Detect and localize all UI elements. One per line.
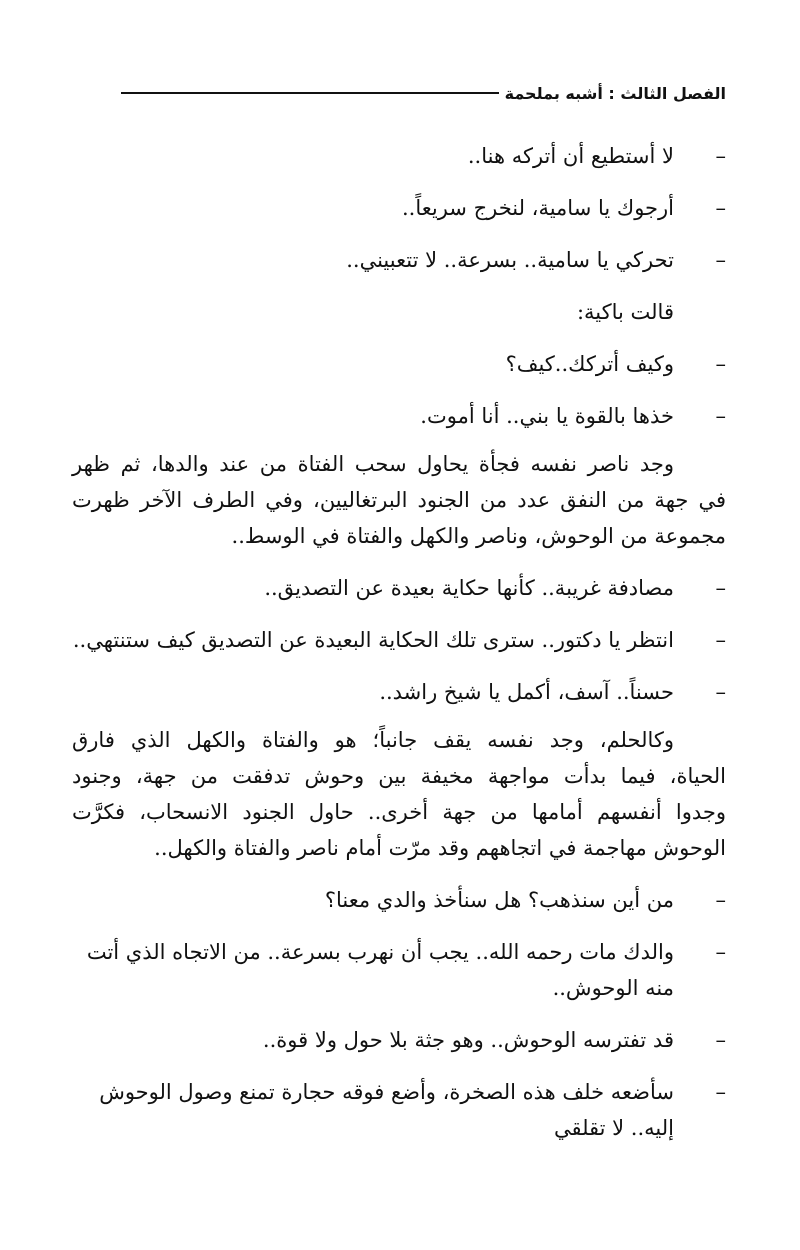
dialogue-text: إليه.. لا تقلقي [553, 1116, 674, 1140]
dialogue-dash: – [715, 404, 726, 428]
dialogue-dash: – [715, 196, 726, 220]
dialogue-line [72, 130, 726, 182]
chapter-title: الفصل الثالث : أشبه بملحمة [504, 83, 726, 103]
paragraph-line: الحياة، فيما بدأت مواجهة مخيفة بين وحوش تدفقت من جهة، وجنود [72, 764, 726, 788]
dialogue-text: من أين سنذهب؟ هل سنأخذ والدي معنا؟ [324, 888, 674, 912]
dialogue-line [72, 1014, 726, 1066]
dialogue-line [72, 934, 726, 970]
dialogue-text: حسناً.. آسف، أكمل يا شيخ راشد.. [379, 680, 674, 704]
dialogue-dash: – [715, 680, 726, 704]
dialogue-line [72, 666, 726, 718]
dialogue-line [72, 614, 726, 666]
dialogue-line [72, 338, 726, 390]
dialogue-line [72, 182, 726, 234]
dialogue-dash: – [715, 352, 726, 376]
dialogue-text: والدك مات رحمه الله.. يجب أن نهرب بسرعة.. من الاتجاه الذي أتت [86, 940, 674, 964]
paragraph-line: في جهة من النفق عدد من الجنود البرتغاليين، وفي الطرف الآخر ظهرت [72, 488, 726, 512]
dialogue-line [72, 234, 726, 286]
dialogue-dash: – [715, 940, 726, 964]
dialogue-text: منه الوحوش.. [552, 976, 674, 1000]
dialogue-text: مصادفة غريبة.. كأنها حكاية بعيدة عن التصديق.. [264, 576, 674, 600]
dialogue-text: تحركي يا سامية.. بسرعة.. لا تتعبيني.. [346, 248, 674, 272]
dialogue-text: انتظر يا دكتور.. سترى تلك الحكاية البعيدة عن التصديق كيف ستنتهي.. [72, 628, 674, 652]
dialogue-line [72, 874, 726, 926]
narration-line [72, 286, 726, 338]
narration-text: قالت باكية: [576, 300, 674, 324]
dialogue-dash: – [715, 628, 726, 652]
dialogue-line [72, 562, 726, 614]
dialogue-continuation [72, 1110, 726, 1146]
dialogue-text: وكيف أتركك..كيف؟ [505, 352, 674, 376]
paragraph-line: الوحوش مهاجمة في اتجاههم وقد مرّت أمام ناصر والفتاة والكهل.. [154, 836, 726, 860]
dialogue-text: خذها بالقوة يا بني.. أنا أموت. [420, 404, 674, 428]
dialogue-text: سأضعه خلف هذه الصخرة، وأضع فوقه حجارة تمنع وصول الوحوش [99, 1080, 674, 1104]
dialogue-line [72, 390, 726, 442]
dialogue-text: أرجوك يا سامية، لنخرج سريعاً.. [401, 196, 674, 220]
dialogue-dash: – [715, 576, 726, 600]
dialogue-continuation [72, 970, 726, 1006]
paragraph [72, 446, 726, 554]
dialogue-text: لا أستطيع أن أتركه هنا.. [467, 144, 674, 168]
paragraph-line: وجدوا أنفسهم أمامها من جهة أخرى.. حاول الجنود الانسحاب، فكرَّت [72, 800, 726, 824]
dialogue-line [72, 1074, 726, 1110]
running-header [121, 78, 726, 108]
dialogue-text: قد تفترسه الوحوش.. وهو جثة بلا حول ولا قوة.. [262, 1028, 674, 1052]
header-rule [121, 92, 499, 94]
paragraph-line: مجموعة من الوحوش، وناصر والكهل والفتاة في الوسط.. [231, 524, 726, 548]
dialogue-dash: – [715, 1028, 726, 1052]
paragraph [72, 722, 726, 866]
dialogue-dash: – [715, 888, 726, 912]
paragraph-line: وكالحلم، وجد نفسه يقف جانباً؛ هو والفتاة والكهل الذي فارق [72, 728, 674, 752]
paragraph-line: وجد ناصر نفسه فجأة يحاول سحب الفتاة من عند والدها، ثم ظهر [72, 452, 674, 476]
dialogue-dash: – [715, 144, 726, 168]
dialogue-dash: – [715, 248, 726, 272]
page-content [72, 130, 726, 1146]
dialogue-dash: – [715, 1080, 726, 1104]
